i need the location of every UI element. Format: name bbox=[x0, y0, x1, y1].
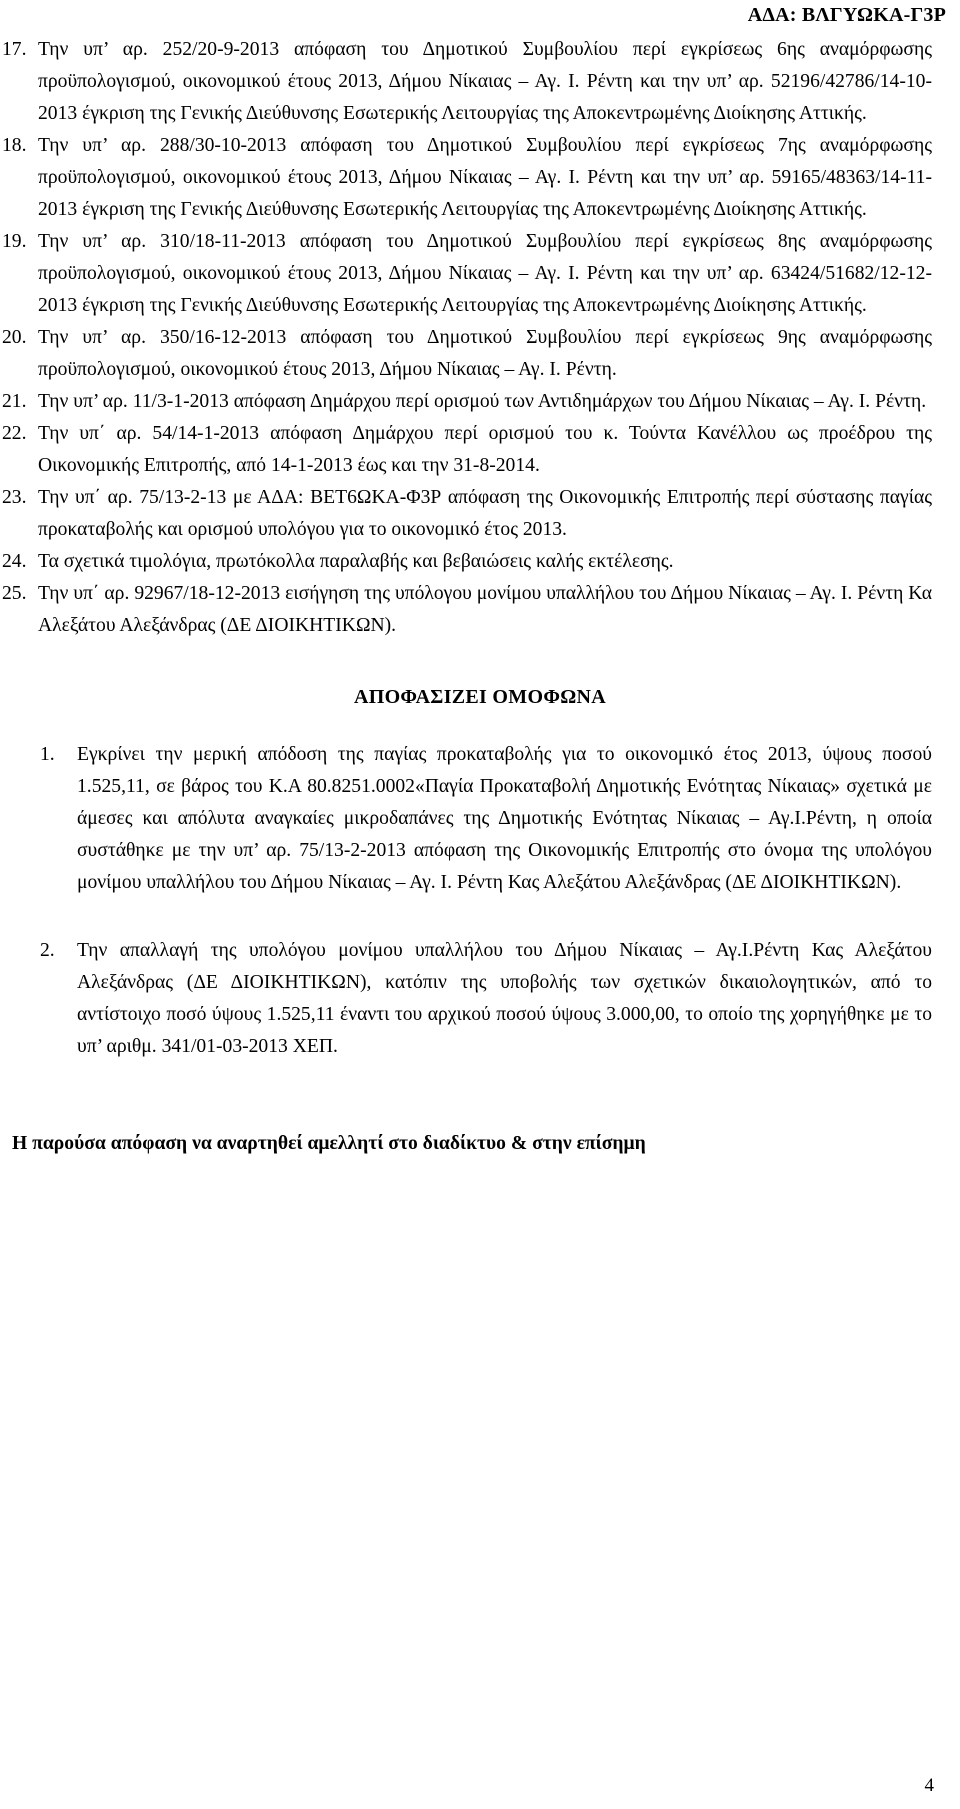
item-text: Την υπ’ αρ. 310/18-11-2013 απόφαση του Δημοτικού Συμβουλίου περί εγκρίσεως 8ης αναμόρφωσης προϋπολογισμού, οικονομικού έτους 2013, Δήμου Νίκαιας – Αγ. Ι. Ρέντη και την υπ’ αρ. 63424/51682/12-12-2013 έγκριση της Γενικής Διεύθυνσης Εσωτερικής Λειτουργίας της Αποκεντρωμένης Διοίκησης Αττικής. bbox=[38, 231, 932, 316]
list-item bbox=[0, 130, 960, 226]
decision-text: Εγκρίνει την μερική απόδοση της παγίας προκαταβολής για το οικονομικό έτος 2013, ύψους ποσού 1.525,11, σε βάρος του Κ.Α 80.8251.0002«Παγία Προκαταβολή Δημοτικής Ενότητας Νίκαιας» σχετικά με άμεσες και απόλυτα αναγκαίες μικροδαπάνες της Δημοτικής Ενότητας Νίκαιας – Αγ.Ι.Ρέντη, η οποία συστάθηκε με την υπ’ αρ. 75/13-2-2013 απόφαση της Οικονομικής Επιτροπής στο όνομα της υπολόγου μονίμου υπαλλήλου του Δήμου Νίκαιας – Αγ. Ι. Ρέντη Κας Αλεξάτου Αλεξάνδρας (ΔΕ ΔΙΟΙΚΗΤΙΚΩΝ). bbox=[77, 744, 932, 893]
item-number: 19. bbox=[2, 231, 27, 252]
item-text: Την υπ΄ αρ. 92967/18-12-2013 εισήγηση της υπόλογου μονίμου υπαλλήλου του Δήμου Νίκαιας – Αγ. Ι. Ρέντη Κα Αλεξάτου Αλεξάνδρας (ΔΕ ΔΙΟΙΚΗΤΙΚΩΝ). bbox=[38, 583, 932, 636]
list-item bbox=[0, 34, 960, 130]
list-item bbox=[0, 578, 960, 642]
page-number: 4 bbox=[924, 1775, 934, 1796]
item-number: 25. bbox=[2, 583, 27, 604]
ada-code: ΑΔΑ: ΒΛΓΥΩΚΑ-Γ3Ρ bbox=[747, 4, 946, 26]
decision-item bbox=[0, 935, 960, 1063]
list-item bbox=[0, 386, 960, 418]
item-number: 20. bbox=[2, 327, 27, 348]
item-text: Την υπ’ αρ. 252/20-9-2013 απόφαση του Δημοτικού Συμβουλίου περί εγκρίσεως 6ης αναμόρφωσης προϋπολογισμού, οικονομικού έτους 2013, Δήμου Νίκαιας – Αγ. Ι. Ρέντη και την υπ’ αρ. 52196/42786/14-10-2013 έγκριση της Γενικής Διεύθυνσης Εσωτερικής Λειτουργίας της Αποκεντρωμένης Διοίκησης Αττικής. bbox=[38, 39, 932, 124]
list-item bbox=[0, 322, 960, 386]
document-body bbox=[0, 34, 960, 1155]
decision-text: Την απαλλαγή της υπολόγου μονίμου υπαλλήλου του Δήμου Νίκαιας – Αγ.Ι.Ρέντη Κας Αλεξάτου Αλεξάνδρας (ΔΕ ΔΙΟΙΚΗΤΙΚΩΝ), κατόπιν της υποβολής των σχετικών δικαιολογητικών, από το αντίστοιχο ποσό ύψους 1.525,11 έναντι του αρχικού ποσού ύψους 3.000,00, το οποίο της χορηγήθηκε με το υπ’ αριθμ. 341/01-03-2013 ΧΕΠ. bbox=[77, 940, 932, 1057]
item-text: Τα σχετικά τιμολόγια, πρωτόκολλα παραλαβής και βεβαιώσεις καλής εκτέλεσης. bbox=[38, 551, 674, 572]
item-text: Την υπ΄ αρ. 54/14-1-2013 απόφαση Δημάρχου περί ορισμού του κ. Τούντα Κανέλλου ως προέδρου της Οικονομικής Επιτροπής, από 14-1-2013 έως και την 31-8-2014. bbox=[38, 423, 932, 476]
item-number: 23. bbox=[2, 487, 27, 508]
item-text: Την υπ’ αρ. 350/16-12-2013 απόφαση του Δημοτικού Συμβουλίου περί εγκρίσεως 9ης αναμόρφωσης προϋπολογισμού, οικονομικού έτους 2013, Δήμου Νίκαιας – Αγ. Ι. Ρέντη. bbox=[38, 327, 932, 380]
list-item bbox=[0, 546, 960, 578]
decision-number: 1. bbox=[40, 744, 55, 765]
item-text: Την υπ’ αρ. 288/30-10-2013 απόφαση του Δημοτικού Συμβουλίου περί εγκρίσεως 7ης αναμόρφωσης προϋπολογισμού, οικονομικού έτους 2013, Δήμου Νίκαιας – Αγ. Ι. Ρέντη και την υπ’ αρ. 59165/48363/14-11-2013 έγκριση της Γενικής Διεύθυνσης Εσωτερικής Λειτουργίας της Αποκεντρωμένης Διοίκησης Αττικής. bbox=[38, 135, 932, 220]
decision-number: 2. bbox=[40, 940, 55, 961]
item-number: 18. bbox=[2, 135, 27, 156]
list-item bbox=[0, 226, 960, 322]
item-number: 17. bbox=[2, 39, 27, 60]
item-number: 21. bbox=[2, 391, 27, 412]
item-number: 24. bbox=[2, 551, 27, 572]
item-text: Την υπ’ αρ. 11/3-1-2013 απόφαση Δημάρχου περί ορισμού των Αντιδημάρχων του Δήμου Νίκαιας – Αγ. Ι. Ρέντη. bbox=[38, 391, 927, 412]
decision-heading: ΑΠΟΦΑΣΙΖΕΙ ΟΜΟΦΩΝΑ bbox=[353, 686, 607, 708]
list-item bbox=[0, 418, 960, 482]
decision-item bbox=[0, 739, 960, 899]
item-text: Την υπ΄ αρ. 75/13-2-13 με ΑΔΑ: ΒΕΤ6ΩΚΑ-Φ3Ρ απόφαση της Οικονομικής Επιτροπής περί σύστασης παγίας προκαταβολής και ορισμού υπολόγου για το οικονομικό έτος 2013. bbox=[38, 487, 932, 540]
item-number: 22. bbox=[2, 423, 27, 444]
list-item bbox=[0, 482, 960, 546]
publication-note: Η παρούσα απόφαση να αναρτηθεί αμελλητί στο διαδίκτυο & στην επίσημη bbox=[12, 1133, 646, 1154]
